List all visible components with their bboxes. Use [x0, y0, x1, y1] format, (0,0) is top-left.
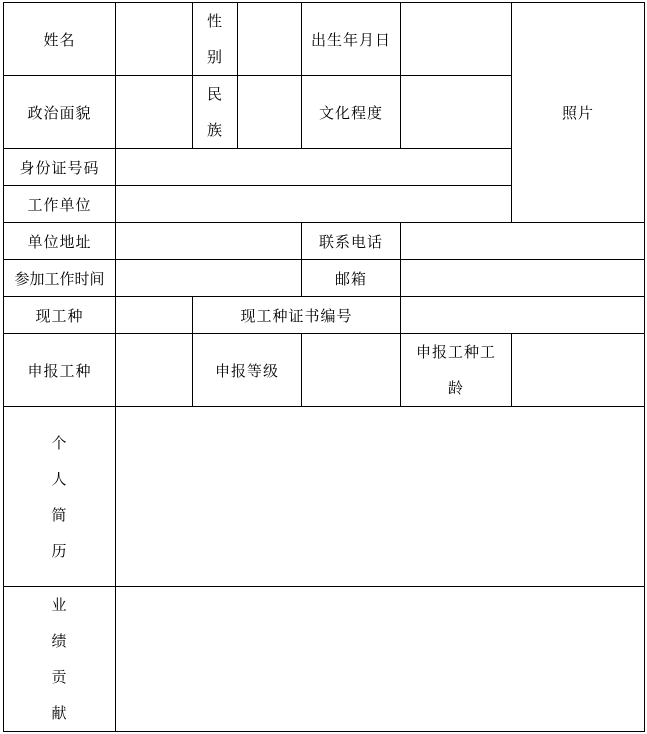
phone-field[interactable]: [401, 223, 644, 259]
workplace-label: 工作单位: [27, 195, 92, 214]
rule: [3, 731, 645, 732]
ethnicity-label: [193, 76, 237, 148]
apply-trade-label: 申报工种: [27, 361, 92, 380]
achievements-label: [4, 587, 115, 731]
rule: [644, 2, 645, 732]
trade-certificate-field[interactable]: [401, 297, 644, 333]
resume-label-char: 人: [51, 469, 68, 488]
photo-box[interactable]: 照片: [561, 104, 594, 122]
apply-trade-years-field[interactable]: [512, 334, 644, 406]
name-label: 姓名: [43, 30, 76, 49]
achievements-label-char: 献: [51, 704, 68, 722]
apply-trade-years-label-line-2: 龄: [447, 379, 464, 397]
postcode-field[interactable]: [401, 260, 644, 296]
gender-label-line-1: 性: [206, 12, 223, 30]
resume-label-char: 历: [51, 541, 68, 560]
apply-trade-field[interactable]: [116, 334, 192, 406]
apply-level-label: 申报等级: [214, 361, 279, 380]
ethnicity-label-line-2: 族: [206, 121, 223, 139]
ethnicity-label-line-1: 民: [206, 85, 223, 103]
work-start-label: 参加工作时间: [14, 269, 105, 288]
resume-label-char: 个: [51, 433, 68, 452]
work-start-field[interactable]: [116, 260, 301, 296]
achievements-label-char: 业: [51, 596, 68, 614]
id-number-field[interactable]: [116, 149, 511, 185]
registration-form: [3, 2, 645, 732]
current-trade-field[interactable]: [116, 297, 192, 333]
name-field[interactable]: [116, 3, 192, 75]
achievements-label-char: 贡: [51, 668, 68, 686]
education-label: 文化程度: [318, 103, 383, 122]
address-label: 单位地址: [27, 232, 92, 251]
resume-field[interactable]: [116, 407, 644, 586]
apply-trade-years-label-line-1: 申报工种工: [415, 343, 496, 361]
gender-label: [193, 3, 237, 75]
education-field[interactable]: [401, 76, 511, 148]
id-number-label: 身份证号码: [19, 158, 100, 177]
political-status-label: 政治面貌: [27, 103, 92, 122]
apply-level-field[interactable]: [302, 334, 400, 406]
ethnicity-field[interactable]: [238, 76, 301, 148]
phone-label: 联系电话: [318, 232, 383, 251]
resume-label: [4, 407, 115, 586]
gender-field[interactable]: [238, 3, 301, 75]
achievements-field[interactable]: [116, 587, 644, 731]
current-trade-label: 现工种: [35, 306, 84, 325]
workplace-field[interactable]: [116, 186, 511, 222]
resume-label-char: 简: [51, 505, 68, 524]
apply-trade-years-label: [401, 334, 511, 406]
postcode-label: 邮箱: [334, 269, 367, 288]
gender-label-line-2: 别: [206, 48, 223, 66]
achievements-label-char: 绩: [51, 632, 68, 650]
political-status-field[interactable]: [116, 76, 192, 148]
trade-certificate-label: 现工种证书编号: [240, 306, 353, 325]
address-field[interactable]: [116, 223, 301, 259]
birth-date-label: 出生年月日: [310, 30, 391, 49]
birth-date-field[interactable]: [401, 3, 511, 75]
